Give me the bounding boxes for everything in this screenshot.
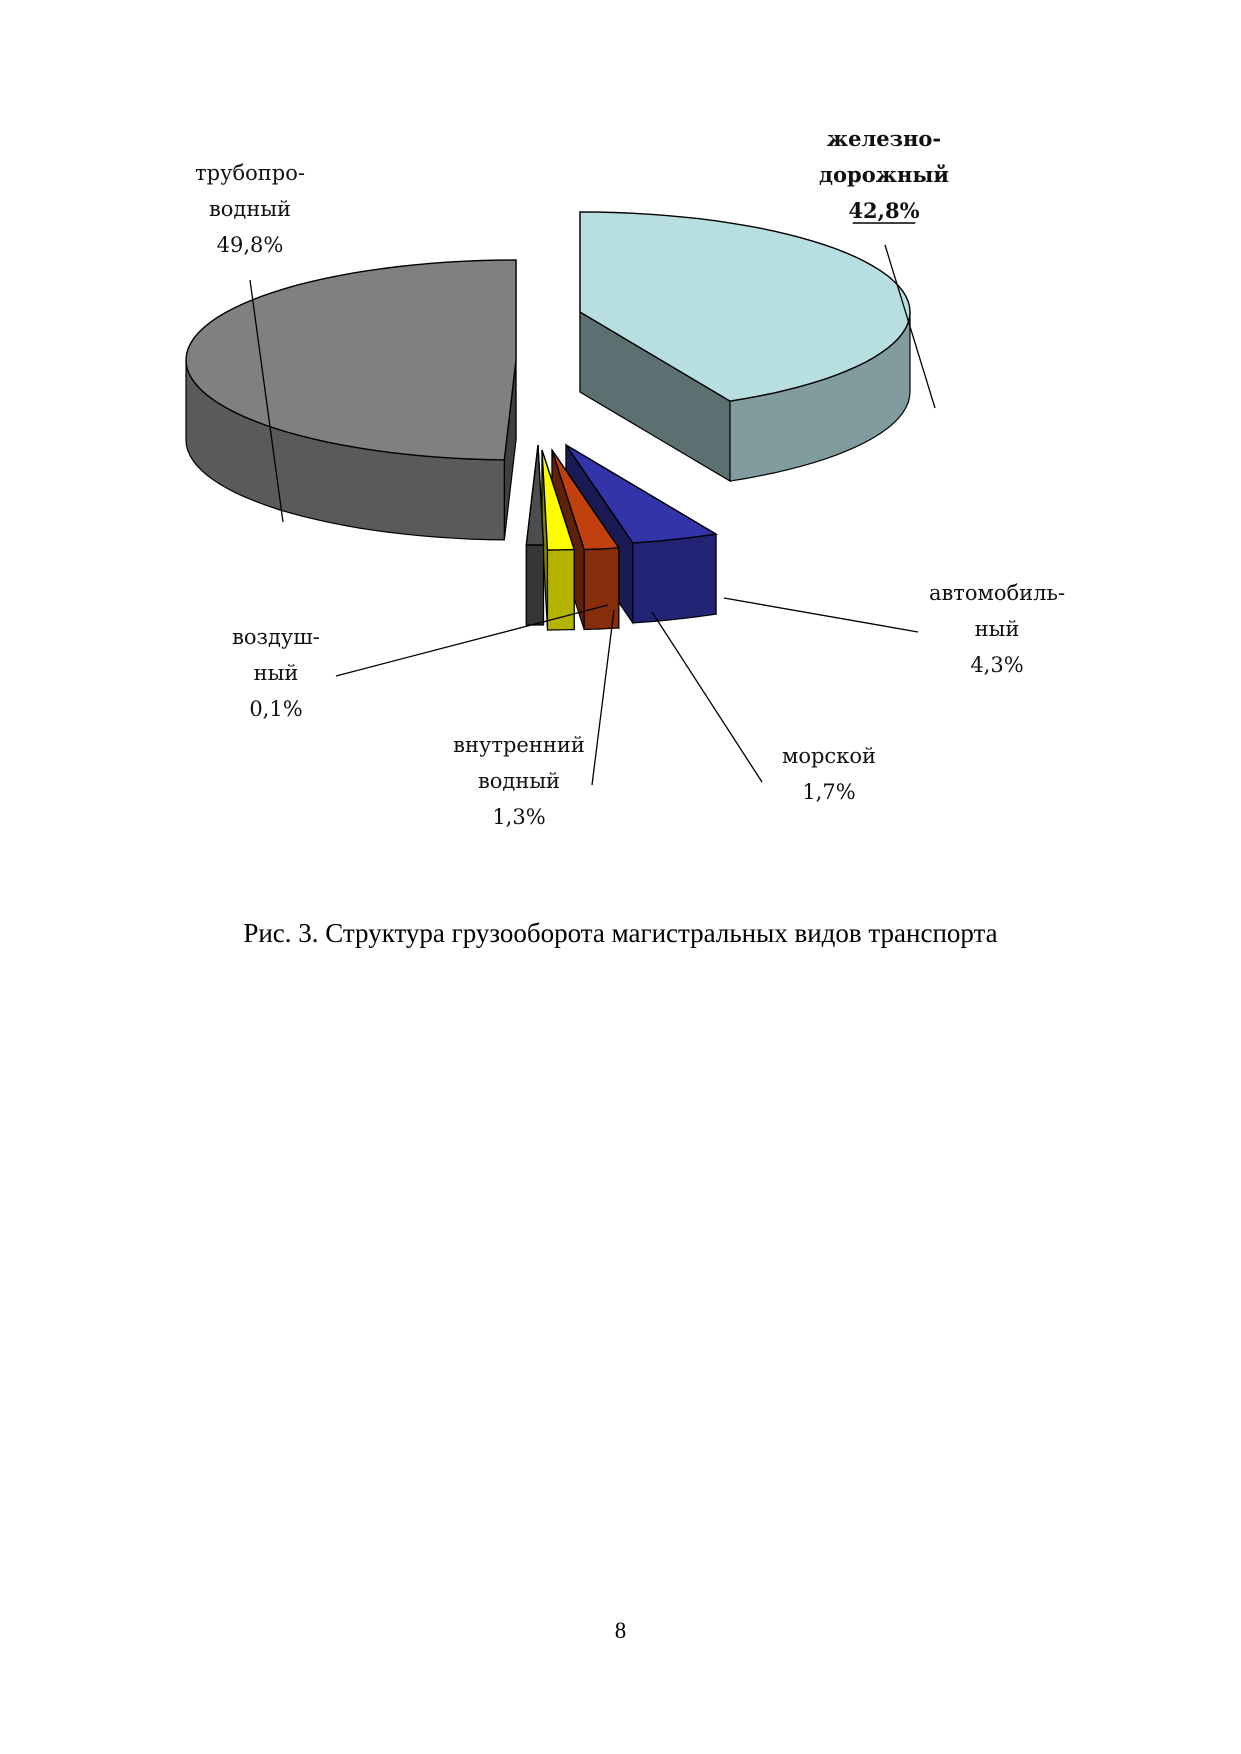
label-rail-line-0: железно- (826, 126, 942, 151)
label-sea-value: 1,7% (802, 780, 856, 804)
leader-line-inland-water (592, 610, 614, 785)
label-sea-line-0: морской (782, 744, 876, 768)
label-pipeline-value: 49,8% (216, 233, 284, 257)
slice-air-top (526, 445, 543, 545)
label-inland-water-value: 1,3% (492, 805, 546, 829)
slice-pipeline (186, 260, 516, 540)
label-rail (819, 126, 949, 223)
label-air-line-1: ный (253, 661, 299, 685)
leader-line-sea (652, 612, 762, 782)
label-pipeline-line-1: водный (208, 197, 292, 221)
slice-air (526, 445, 543, 625)
figure-caption: Рис. 3. Структура грузооборота магистральных видов транспорта (243, 918, 998, 948)
label-road (929, 581, 1065, 677)
label-air-value: 0,1% (249, 697, 303, 721)
label-sea (782, 744, 876, 804)
page-number: 8 (614, 1618, 627, 1643)
slice-air-side-0 (526, 545, 543, 625)
label-inland-water-line-1: водный (477, 769, 561, 793)
slices-layer (186, 212, 910, 630)
leader-line-road (724, 598, 918, 632)
label-rail-line-1: дорожный (819, 162, 949, 187)
label-road-line-0: автомобиль- (928, 581, 1066, 605)
label-pipeline-line-0: трубопро- (195, 161, 305, 185)
label-inland-water (453, 733, 585, 829)
label-road-value: 4,3% (970, 653, 1024, 677)
slice-road-side-0 (633, 534, 716, 623)
leader-line-air (336, 605, 608, 676)
label-inland-water-line-0: внутренний (453, 733, 585, 757)
label-air (232, 625, 320, 721)
slice-rail (580, 212, 910, 481)
label-rail-value: 42,8% (848, 198, 920, 223)
label-air-line-0: воздуш- (232, 625, 320, 649)
label-road-line-1: ный (974, 617, 1020, 641)
label-pipeline (195, 161, 305, 257)
